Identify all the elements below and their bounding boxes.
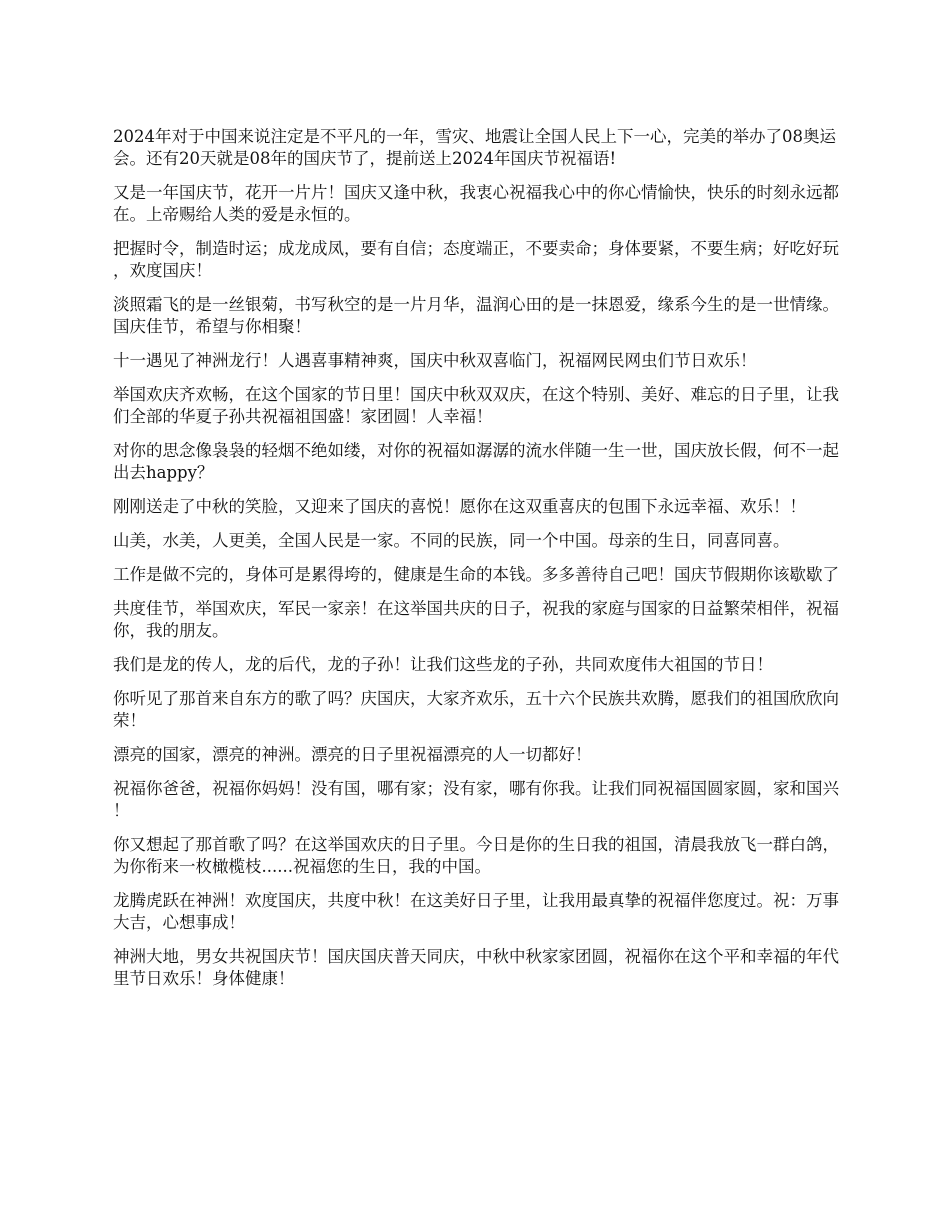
paragraph-7: 对你的思念像袅袅的轻烟不绝如缕，对你的祝福如潺潺的流水伴随一生一世，国庆放长假，何不一起出去happy？ [113,441,839,482]
paragraph-6: 举国欢庆齐欢畅，在这个国家的节日里！国庆中秋双双庆，在这个特别、美好、难忘的日子里，让我们全部的华夏子孙共祝福祖国盛！家团圆！人幸福！ [113,385,839,426]
paragraph-15: 祝福你爸爸，祝福你妈妈！没有国，哪有家；没有家，哪有你我。让我们同祝福国圆家圆，家和国兴！ [113,779,839,820]
paragraph-3: 把握时令，制造时运；成龙成凤，要有自信；态度端正，不要卖命；身体要紧，不要生病；好吃好玩，欢度国庆！ [113,239,839,280]
paragraph-14: 漂亮的国家，漂亮的神洲。漂亮的日子里祝福漂亮的人一切都好！ [113,745,592,764]
paragraph-1: 2024年对于中国来说注定是不平凡的一年，雪灾、地震让全国人民上下一心，完美的举办了08奥运会。还有20天就是08年的国庆节了，提前送上2024年国庆节祝福语! [113,127,836,168]
paragraph-17: 龙腾虎跃在神洲！欢度国庆，共度中秋！在这美好日子里，让我用最真挚的祝福伴您度过。祝：万事大吉，心想事成！ [113,891,839,932]
paragraph-13: 你听见了那首来自东方的歌了吗？庆国庆，大家齐欢乐，五十六个民族共欢腾，愿我们的祖国欣欣向荣！ [113,689,839,730]
paragraph-9: 山美，水美，人更美，全国人民是一家。不同的民族，同一个中国。母亲的生日，同喜同喜。 [113,531,790,550]
paragraph-11: 共度佳节，举国欢庆，军民一家亲！在这举国共庆的日子，祝我的家庭与国家的日益繁荣相伴，祝福你，我的朋友。 [113,599,839,640]
paragraph-4: 淡照霜飞的是一丝银菊，书写秋空的是一片月华，温润心田的是一抹恩爱，缘系今生的是一世情缘。国庆佳节，希望与你相聚！ [113,295,839,336]
paragraph-10: 工作是做不完的，身体可是累得垮的，健康是生命的本钱。多多善待自己吧！国庆节假期你该歇歇了 [113,565,839,584]
paragraph-12: 我们是龙的传人，龙的后代，龙的子孙！让我们这些龙的子孙，共同欢度伟大祖国的节日！ [113,655,773,674]
document-body [113,126,843,1002]
paragraph-5: 十一遇见了神洲龙行！人遇喜事精神爽，国庆中秋双喜临门，祝福网民网虫们节日欢乐！ [113,351,757,370]
paragraph-8: 刚刚送走了中秋的笑脸，又迎来了国庆的喜悦！愿你在这双重喜庆的包围下永远幸福、欢乐！！ [113,497,806,516]
paragraph-18: 神洲大地，男女共祝国庆节！国庆国庆普天同庆，中秋中秋家家团圆，祝福你在这个平和幸福的年代里节日欢乐！身体健康！ [113,947,839,988]
paragraph-16: 你又想起了那首歌了吗？在这举国欢庆的日子里。今日是你的生日我的祖国，清晨我放飞一群白鸽，为你衔来一枚橄榄枝......祝福您的生日，我的中国。 [113,835,839,876]
paragraph-2: 又是一年国庆节，花开一片片！国庆又逢中秋，我衷心祝福我心中的你心情愉快，快乐的时刻永远都在。上帝赐给人类的爱是永恒的。 [113,183,839,224]
